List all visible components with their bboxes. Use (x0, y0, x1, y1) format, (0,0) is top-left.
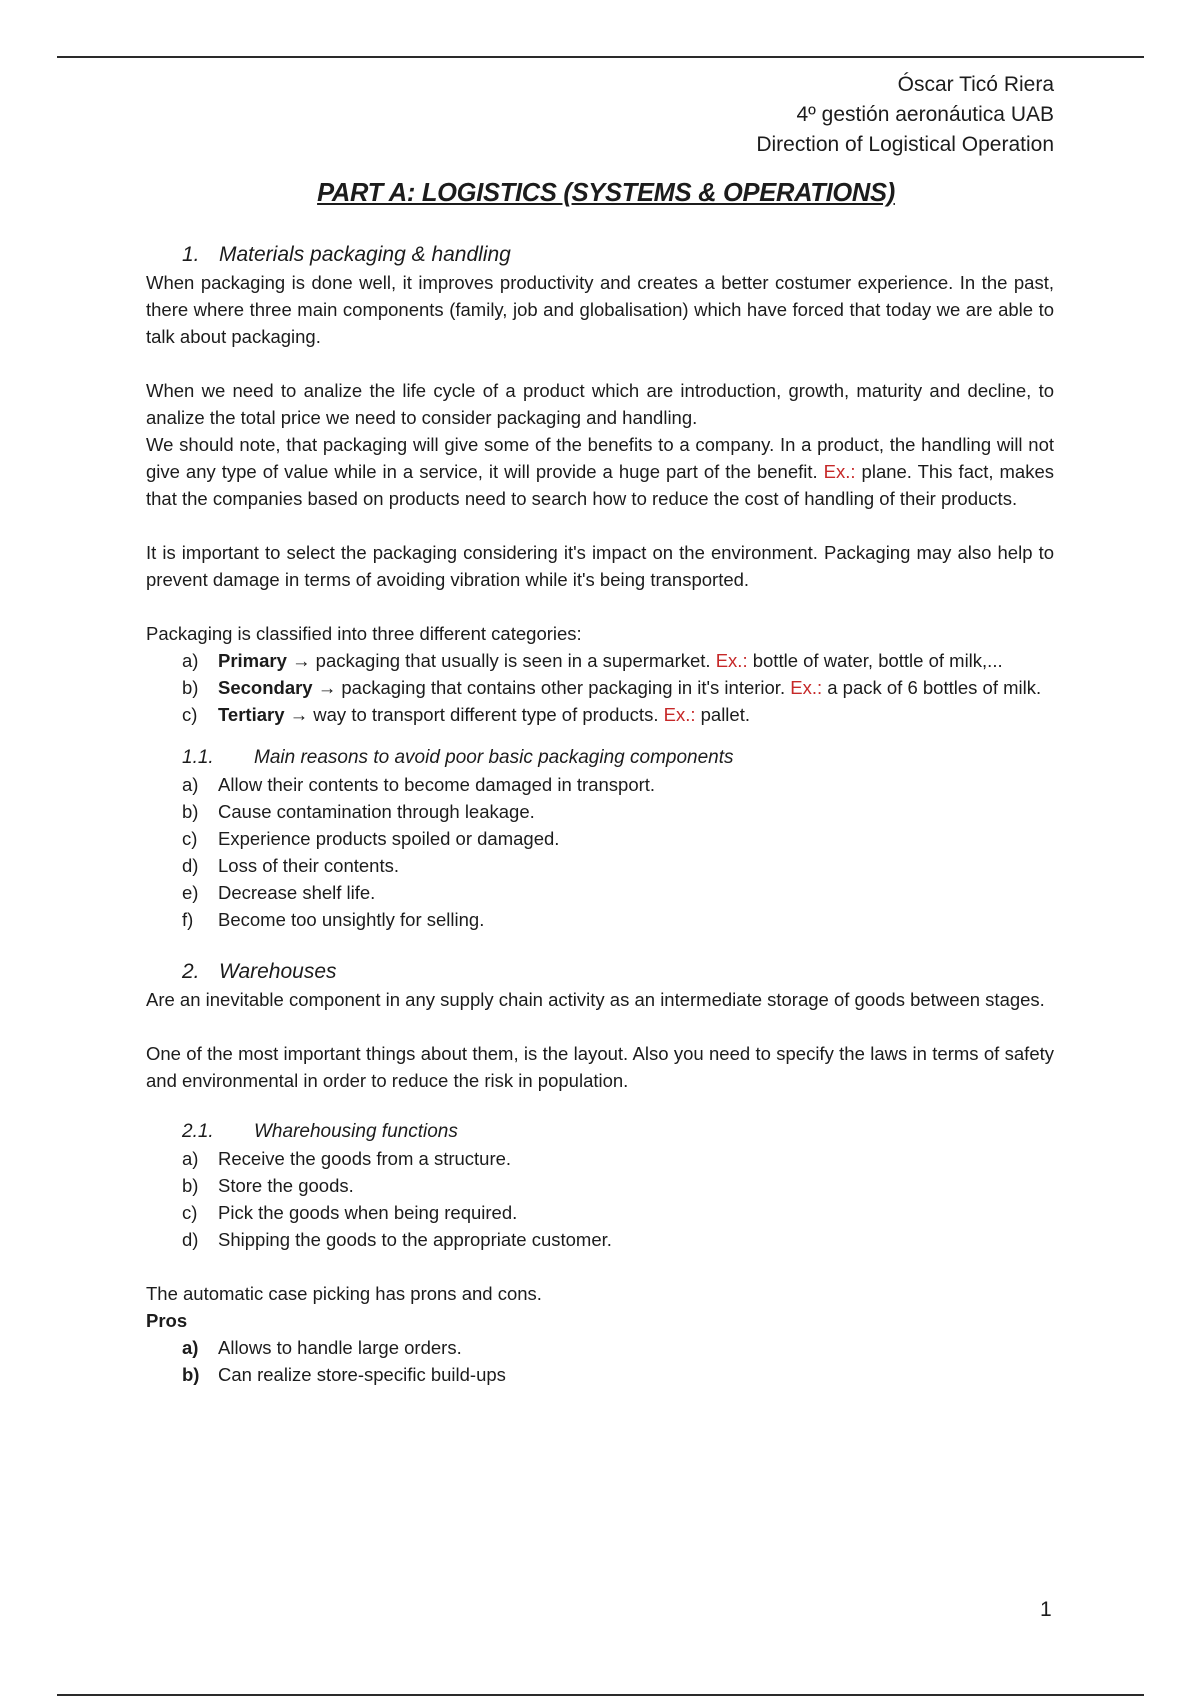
section-title: Materials packaging & handling (219, 243, 511, 266)
reasons-list (146, 771, 1054, 933)
section-title: Warehouses (219, 960, 337, 983)
list-item (182, 1361, 1054, 1388)
list-item-text: Loss of their contents. (218, 855, 399, 876)
section-heading (182, 957, 1054, 986)
list-marker: d) (182, 1229, 199, 1250)
list-item (182, 825, 1054, 852)
list-item (182, 906, 1054, 933)
list-item (182, 771, 1054, 798)
category-example: bottle of water, bottle of milk,... (747, 650, 1003, 671)
functions-list (146, 1145, 1054, 1253)
list-item (182, 1172, 1054, 1199)
list-item-text: Experience products spoiled or damaged. (218, 828, 560, 849)
list-item (182, 879, 1054, 906)
subsection-number: 1.1. (182, 747, 214, 768)
category-name: Tertiary (218, 704, 285, 725)
paragraph (146, 431, 1054, 512)
section-number: 1. (182, 243, 200, 266)
subject-name: Direction of Logistical Operation (756, 133, 1054, 156)
list-marker: a) (182, 774, 199, 795)
list-marker: b) (182, 677, 199, 698)
list-item-text: Pick the goods when being required. (218, 1202, 518, 1223)
arrow-icon: → (292, 650, 311, 671)
arrow-icon: → (289, 704, 309, 725)
list-item-text: Become too unsightly for selling. (218, 909, 485, 930)
category-text: packaging that contains other packaging in it's interior. (336, 677, 791, 698)
paragraph-text: We should note, that packaging will give some of the benefits to a company. In a product, the handling will not give any type of value while in a service, it will provide a huge part of the benefit. (146, 434, 1054, 482)
list-item-text: Allow their contents to become damaged in transport. (218, 774, 656, 795)
page-title: PART A: LOGISTICS (SYSTEMS & OPERATIONS) (317, 179, 895, 207)
arrow-icon: → (317, 677, 337, 698)
page-number: 1 (1040, 1598, 1052, 1621)
category-name: Secondary (218, 677, 313, 698)
example-label: Ex.: (715, 650, 748, 671)
category-text: packaging that usually is seen in a supermarket. (310, 650, 716, 671)
list-item (182, 647, 1054, 674)
list-item-text: Allows to handle large orders. (218, 1337, 462, 1358)
list-marker: a) (182, 650, 199, 671)
paragraph: It is important to select the packaging considering it's impact on the environment. Packaging may also help to prevent damage in terms of avoiding vibration while it's being transported. (146, 542, 1054, 590)
list-marker: a) (182, 1337, 199, 1358)
list-item (182, 1145, 1054, 1172)
list-item-text: Decrease shelf life. (218, 882, 376, 903)
category-list (146, 647, 1054, 728)
subsection-number: 2.1. (182, 1121, 214, 1142)
paragraph: The automatic case picking has prons and cons. (146, 1283, 542, 1304)
paragraph: One of the most important things about them, is the layout. Also you need to specify the laws in terms of safety and environmental in order to reduce the risk in population. (146, 1043, 1054, 1091)
list-item (182, 852, 1054, 879)
paragraph-text: plane. This fact, makes that the companies based on products need to search how to reduce the cost of handling of their products. (146, 461, 1054, 509)
list-item-text: Receive the goods from a structure. (218, 1148, 512, 1169)
section-heading (182, 240, 1054, 269)
list-marker: c) (182, 828, 198, 849)
paragraph: Packaging is classified into three different categories: (146, 623, 582, 644)
list-marker: c) (182, 1202, 198, 1223)
pros-list (146, 1334, 1054, 1388)
pros-label: Pros (146, 1310, 188, 1331)
author-name: Óscar Ticó Riera (897, 73, 1054, 96)
paragraph: Are an inevitable component in any supply chain activity as an intermediate storage of goods between stages. (146, 989, 1045, 1010)
list-item-text: Shipping the goods to the appropriate customer. (218, 1229, 612, 1250)
subsection-heading (182, 744, 1054, 771)
subsection-heading (182, 1118, 1054, 1145)
subsection-title: Wharehousing functions (254, 1121, 458, 1142)
list-marker: d) (182, 855, 199, 876)
paragraph: When we need to analize the life cycle of a product which are introduction, growth, maturity and decline, to analize the total price we need to consider packaging and handling. (146, 380, 1054, 428)
list-item-text: Store the goods. (218, 1175, 354, 1196)
document-header (146, 70, 1054, 160)
list-item (182, 674, 1054, 701)
category-example: a pack of 6 bottles of milk. (822, 677, 1042, 698)
course-name: 4º gestión aeronáutica UAB (796, 103, 1054, 126)
list-marker: f) (182, 909, 194, 930)
list-marker: c) (182, 704, 198, 725)
example-label: Ex.: (823, 461, 856, 482)
list-item (182, 798, 1054, 825)
list-marker: b) (182, 1175, 199, 1196)
list-item (182, 1226, 1054, 1253)
subsection-title: Main reasons to avoid poor basic packaging components (254, 747, 734, 768)
document-page (146, 70, 1054, 1388)
top-rule (57, 56, 1144, 58)
section-number: 2. (182, 960, 200, 983)
list-item (182, 1199, 1054, 1226)
example-label: Ex.: (663, 704, 696, 725)
list-marker: a) (182, 1148, 199, 1169)
list-item (182, 701, 1054, 728)
list-marker: b) (182, 1364, 200, 1385)
list-marker: b) (182, 801, 199, 822)
list-item-text: Cause contamination through leakage. (218, 801, 535, 822)
category-text: way to transport different type of products. (308, 704, 664, 725)
list-item-text: Can realize store-specific build-ups (218, 1364, 506, 1385)
list-marker: e) (182, 882, 199, 903)
category-example: pallet. (695, 704, 750, 725)
example-label: Ex.: (790, 677, 823, 698)
paragraph: When packaging is done well, it improves productivity and creates a better costumer experience. In the past, there where three main components (family, job and globalisation) which have forced that today we are able to talk about packaging. (146, 272, 1054, 347)
category-name: Primary (218, 650, 287, 671)
list-item (182, 1334, 1054, 1361)
bottom-rule (57, 1694, 1144, 1696)
